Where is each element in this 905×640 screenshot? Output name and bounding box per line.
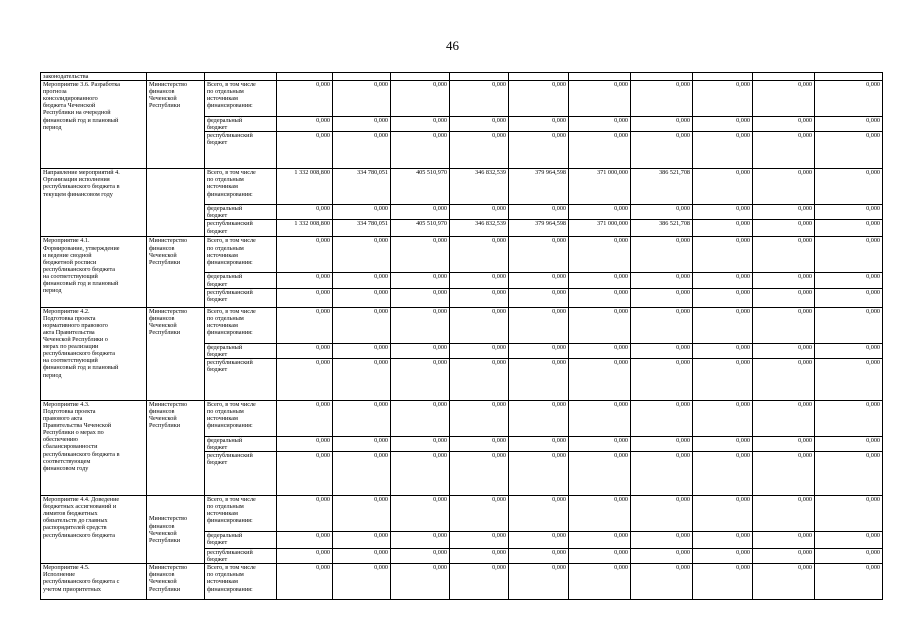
value-cell: 0,000 (815, 496, 883, 532)
value-cell: 0,000 (450, 549, 509, 564)
value-cell: 0,000 (693, 452, 753, 496)
value-cell: 0,000 (277, 132, 333, 169)
value-cell: 0,000 (391, 436, 450, 451)
value-cell: 0,000 (693, 549, 753, 564)
value-cell: 334 780,051 (333, 169, 391, 205)
funding-source: федеральный бюджет (205, 436, 277, 451)
value-cell: 0,000 (815, 400, 883, 436)
measure-name: законодательства (41, 73, 147, 81)
value-cell: 0,000 (333, 307, 391, 343)
funding-source: республиканский бюджет (205, 452, 277, 496)
value-cell: 0,000 (753, 564, 815, 600)
value-cell: 0,000 (569, 273, 631, 288)
value-cell: 0,000 (450, 307, 509, 343)
value-cell: 0,000 (631, 132, 693, 169)
value-cell: 0,000 (815, 273, 883, 288)
value-cell: 0,000 (631, 436, 693, 451)
value-cell: 0,000 (569, 532, 631, 549)
value-cell: 0,000 (333, 288, 391, 307)
funding-source: республиканский бюджет (205, 132, 277, 169)
value-cell: 405 510,970 (391, 169, 450, 205)
value-cell: 0,000 (631, 288, 693, 307)
value-cell: 0,000 (333, 81, 391, 117)
value-cell: 0,000 (509, 132, 569, 169)
value-cell: 0,000 (815, 532, 883, 549)
value-cell: 0,000 (569, 358, 631, 400)
value-cell: 0,000 (450, 273, 509, 288)
value-cell: 0,000 (693, 117, 753, 132)
value-cell: 0,000 (753, 81, 815, 117)
responsible-executor: Министерство финансов Чеченской Республики (147, 307, 205, 400)
value-cell: 0,000 (509, 343, 569, 358)
measure-name: Направление мероприятий 4. Организация исполнения республиканского бюджета в текущем финансовом году (41, 169, 147, 237)
funding-source: Всего, в том числе по отдельным источникам финансирования: (205, 237, 277, 273)
value-cell: 0,000 (693, 237, 753, 273)
value-cell: 0,000 (450, 436, 509, 451)
value-cell: 0,000 (450, 205, 509, 220)
measure-name: Мероприятие 4.3. Подготовка проекта правового акта Правительства Чеченской Республики о мерах по обеспечению сбалансированности республиканского бюджета в соответствующем финансовом году (41, 400, 147, 495)
value-cell: 0,000 (569, 132, 631, 169)
value-cell: 0,000 (693, 307, 753, 343)
value-cell: 0,000 (391, 273, 450, 288)
value-cell: 0,000 (693, 81, 753, 117)
value-cell: 0,000 (631, 307, 693, 343)
value-cell: 0,000 (753, 358, 815, 400)
value-cell: 0,000 (693, 273, 753, 288)
value-cell: 0,000 (450, 532, 509, 549)
value-cell: 0,000 (509, 358, 569, 400)
value-cell: 386 521,708 (631, 220, 693, 237)
value-cell: 0,000 (333, 532, 391, 549)
value-cell: 0,000 (693, 288, 753, 307)
value-cell: 0,000 (277, 496, 333, 532)
value-cell: 0,000 (815, 343, 883, 358)
value-cell: 0,000 (753, 288, 815, 307)
value-cell: 0,000 (569, 307, 631, 343)
value-cell: 0,000 (815, 288, 883, 307)
value-cell: 0,000 (631, 452, 693, 496)
value-cell: 0,000 (569, 400, 631, 436)
value-cell: 0,000 (450, 358, 509, 400)
value-cell: 0,000 (509, 452, 569, 496)
funding-source: федеральный бюджет (205, 117, 277, 132)
value-cell: 0,000 (450, 132, 509, 169)
table-row (41, 307, 883, 343)
table-row (41, 169, 883, 205)
value-cell: 0,000 (277, 532, 333, 549)
table-row (41, 496, 883, 532)
value-cell: 386 521,708 (631, 169, 693, 205)
value-cell: 0,000 (569, 496, 631, 532)
value-cell: 379 964,598 (509, 169, 569, 205)
value-cell: 0,000 (391, 549, 450, 564)
value-cell: 1 332 008,800 (277, 169, 333, 205)
value-cell: 0,000 (753, 452, 815, 496)
value-cell: 0,000 (815, 452, 883, 496)
value-cell: 0,000 (753, 436, 815, 451)
value-cell: 0,000 (333, 358, 391, 400)
responsible-executor: Министерство финансов Чеченской Республики (147, 496, 205, 564)
value-cell: 0,000 (753, 307, 815, 343)
value-cell: 0,000 (693, 436, 753, 451)
funding-source: республиканский бюджет (205, 220, 277, 237)
funding-source: республиканский бюджет (205, 288, 277, 307)
funding-source: федеральный бюджет (205, 273, 277, 288)
value-cell: 0,000 (509, 205, 569, 220)
value-cell: 0,000 (693, 496, 753, 532)
table-row (41, 564, 883, 600)
value-cell: 0,000 (693, 564, 753, 600)
value-cell: 0,000 (509, 81, 569, 117)
responsible-executor: Министерство финансов Чеченской Республики (147, 400, 205, 495)
value-cell: 0,000 (753, 400, 815, 436)
responsible-executor: Министерство финансов Чеченской Республики (147, 237, 205, 307)
value-cell: 0,000 (693, 343, 753, 358)
value-cell: 0,000 (569, 81, 631, 117)
value-cell: 0,000 (815, 564, 883, 600)
value-cell: 0,000 (391, 452, 450, 496)
value-cell: 0,000 (391, 400, 450, 436)
value-cell: 0,000 (333, 549, 391, 564)
value-cell: 0,000 (450, 237, 509, 273)
value-cell (450, 73, 509, 81)
funding-source: федеральный бюджет (205, 532, 277, 549)
value-cell: 0,000 (333, 400, 391, 436)
value-cell: 0,000 (391, 117, 450, 132)
value-cell: 0,000 (509, 564, 569, 600)
value-cell: 0,000 (815, 205, 883, 220)
value-cell: 0,000 (631, 117, 693, 132)
value-cell: 0,000 (693, 205, 753, 220)
value-cell: 0,000 (277, 400, 333, 436)
table-row (41, 400, 883, 436)
value-cell (569, 73, 631, 81)
value-cell: 0,000 (569, 117, 631, 132)
value-cell: 0,000 (277, 452, 333, 496)
value-cell: 0,000 (391, 81, 450, 117)
value-cell: 346 832,539 (450, 220, 509, 237)
funding-source: республиканский бюджет (205, 549, 277, 564)
value-cell: 0,000 (569, 205, 631, 220)
value-cell: 0,000 (693, 358, 753, 400)
value-cell: 0,000 (509, 117, 569, 132)
funding-source: республиканский бюджет (205, 358, 277, 400)
value-cell: 0,000 (815, 549, 883, 564)
value-cell: 0,000 (450, 496, 509, 532)
value-cell: 0,000 (753, 220, 815, 237)
value-cell (631, 73, 693, 81)
value-cell: 0,000 (815, 132, 883, 169)
value-cell: 0,000 (277, 436, 333, 451)
table-row (41, 237, 883, 273)
value-cell: 0,000 (631, 564, 693, 600)
funding-source: Всего, в том числе по отдельным источникам финансирования: (205, 81, 277, 117)
value-cell: 379 964,598 (509, 220, 569, 237)
measure-name: Мероприятие 3.6. Разработка прогноза консолидированного бюджета Чеченской Республики на очередной финансовый год и плановый период (41, 81, 147, 169)
value-cell: 0,000 (277, 343, 333, 358)
responsible-executor (147, 73, 205, 81)
value-cell: 0,000 (333, 237, 391, 273)
value-cell: 0,000 (693, 532, 753, 549)
value-cell: 0,000 (391, 532, 450, 549)
value-cell: 0,000 (753, 132, 815, 169)
value-cell: 0,000 (693, 400, 753, 436)
value-cell: 0,000 (333, 343, 391, 358)
value-cell: 0,000 (333, 496, 391, 532)
value-cell: 0,000 (450, 288, 509, 307)
value-cell: 0,000 (391, 237, 450, 273)
value-cell: 0,000 (277, 307, 333, 343)
value-cell: 0,000 (391, 205, 450, 220)
measure-name: Мероприятие 4.1. Формирование, утверждение и ведение сводной бюджетной росписи республиканского бюджета на соответствующий финансовый год и плановый период (41, 237, 147, 307)
budget-table (40, 72, 883, 600)
value-cell: 0,000 (391, 132, 450, 169)
value-cell: 0,000 (753, 273, 815, 288)
measure-name: Мероприятие 4.5. Исполнение республиканского бюджета с учетом приоритетных (41, 564, 147, 600)
value-cell: 0,000 (450, 117, 509, 132)
value-cell: 0,000 (333, 564, 391, 600)
funding-source: федеральный бюджет (205, 205, 277, 220)
value-cell (391, 73, 450, 81)
value-cell (333, 73, 391, 81)
value-cell: 0,000 (333, 117, 391, 132)
value-cell: 0,000 (753, 343, 815, 358)
value-cell: 0,000 (333, 132, 391, 169)
value-cell: 0,000 (333, 436, 391, 451)
funding-source: федеральный бюджет (205, 343, 277, 358)
value-cell: 0,000 (569, 343, 631, 358)
value-cell: 0,000 (277, 549, 333, 564)
measure-name: Мероприятие 4.2. Подготовка проекта нормативного правового акта Правительства Чеченской Республики о мерах по реализации республиканского бюджета на соответствующий финансовый год и плановый период (41, 307, 147, 400)
funding-source: Всего, в том числе по отдельным источникам финансирования: (205, 564, 277, 600)
funding-source: Всего, в том числе по отдельным источникам финансирования: (205, 496, 277, 532)
value-cell: 0,000 (693, 169, 753, 205)
value-cell: 0,000 (631, 532, 693, 549)
table-row (41, 73, 883, 81)
value-cell: 405 510,970 (391, 220, 450, 237)
funding-source: Всего, в том числе по отдельным источникам финансирования: (205, 169, 277, 205)
value-cell: 0,000 (277, 237, 333, 273)
value-cell: 1 332 008,800 (277, 220, 333, 237)
value-cell: 371 000,000 (569, 220, 631, 237)
value-cell: 0,000 (569, 237, 631, 273)
value-cell: 0,000 (509, 288, 569, 307)
value-cell: 0,000 (631, 237, 693, 273)
value-cell: 0,000 (693, 132, 753, 169)
value-cell: 0,000 (631, 205, 693, 220)
value-cell: 0,000 (815, 358, 883, 400)
funding-source (205, 73, 277, 81)
value-cell: 0,000 (509, 307, 569, 343)
value-cell: 0,000 (753, 237, 815, 273)
page-number: 46 (446, 38, 459, 53)
value-cell (693, 73, 753, 81)
value-cell: 0,000 (277, 358, 333, 400)
value-cell: 0,000 (569, 288, 631, 307)
value-cell: 346 832,539 (450, 169, 509, 205)
value-cell: 0,000 (391, 564, 450, 600)
value-cell: 0,000 (815, 81, 883, 117)
table-row (41, 81, 883, 117)
funding-source: Всего, в том числе по отдельным источникам финансирования: (205, 307, 277, 343)
responsible-executor: Министерство финансов Чеченской Республики (147, 564, 205, 600)
value-cell (753, 73, 815, 81)
value-cell: 0,000 (450, 564, 509, 600)
value-cell: 0,000 (277, 273, 333, 288)
value-cell: 0,000 (631, 273, 693, 288)
value-cell: 0,000 (391, 288, 450, 307)
value-cell (277, 73, 333, 81)
value-cell: 0,000 (450, 400, 509, 436)
value-cell: 0,000 (569, 549, 631, 564)
value-cell: 0,000 (753, 532, 815, 549)
value-cell: 0,000 (333, 273, 391, 288)
value-cell: 0,000 (450, 452, 509, 496)
value-cell: 0,000 (815, 169, 883, 205)
value-cell: 0,000 (509, 496, 569, 532)
value-cell (815, 73, 883, 81)
value-cell: 0,000 (450, 81, 509, 117)
value-cell: 0,000 (509, 436, 569, 451)
value-cell: 0,000 (509, 400, 569, 436)
value-cell: 0,000 (753, 205, 815, 220)
value-cell: 0,000 (509, 237, 569, 273)
value-cell: 0,000 (631, 358, 693, 400)
value-cell: 0,000 (815, 117, 883, 132)
value-cell: 0,000 (815, 220, 883, 237)
value-cell: 0,000 (753, 549, 815, 564)
value-cell: 0,000 (569, 452, 631, 496)
value-cell: 371 000,000 (569, 169, 631, 205)
value-cell: 0,000 (333, 205, 391, 220)
value-cell: 0,000 (631, 549, 693, 564)
responsible-executor: Министерство финансов Чеченской Республики (147, 81, 205, 169)
value-cell: 0,000 (391, 496, 450, 532)
value-cell (509, 73, 569, 81)
value-cell: 0,000 (333, 452, 391, 496)
value-cell: 0,000 (569, 436, 631, 451)
value-cell: 0,000 (391, 358, 450, 400)
value-cell: 0,000 (391, 343, 450, 358)
value-cell: 0,000 (815, 307, 883, 343)
value-cell: 0,000 (631, 496, 693, 532)
value-cell: 0,000 (693, 220, 753, 237)
value-cell: 0,000 (631, 343, 693, 358)
value-cell: 0,000 (753, 169, 815, 205)
value-cell: 0,000 (509, 532, 569, 549)
value-cell: 334 780,051 (333, 220, 391, 237)
value-cell: 0,000 (450, 343, 509, 358)
value-cell: 0,000 (509, 273, 569, 288)
value-cell: 0,000 (815, 237, 883, 273)
value-cell: 0,000 (753, 496, 815, 532)
funding-source: Всего, в том числе по отдельным источникам финансирования: (205, 400, 277, 436)
measure-name: Мероприятие 4.4. Доведение бюджетных ассигнований и лимитов бюджетных обязательств до главных распорядителей средств республиканского бюджета (41, 496, 147, 564)
value-cell: 0,000 (753, 117, 815, 132)
value-cell: 0,000 (815, 436, 883, 451)
value-cell: 0,000 (277, 81, 333, 117)
value-cell: 0,000 (391, 307, 450, 343)
value-cell: 0,000 (569, 564, 631, 600)
value-cell: 0,000 (631, 81, 693, 117)
value-cell: 0,000 (277, 288, 333, 307)
value-cell: 0,000 (277, 205, 333, 220)
value-cell: 0,000 (631, 400, 693, 436)
value-cell: 0,000 (277, 564, 333, 600)
value-cell: 0,000 (277, 117, 333, 132)
value-cell: 0,000 (509, 549, 569, 564)
responsible-executor (147, 169, 205, 237)
